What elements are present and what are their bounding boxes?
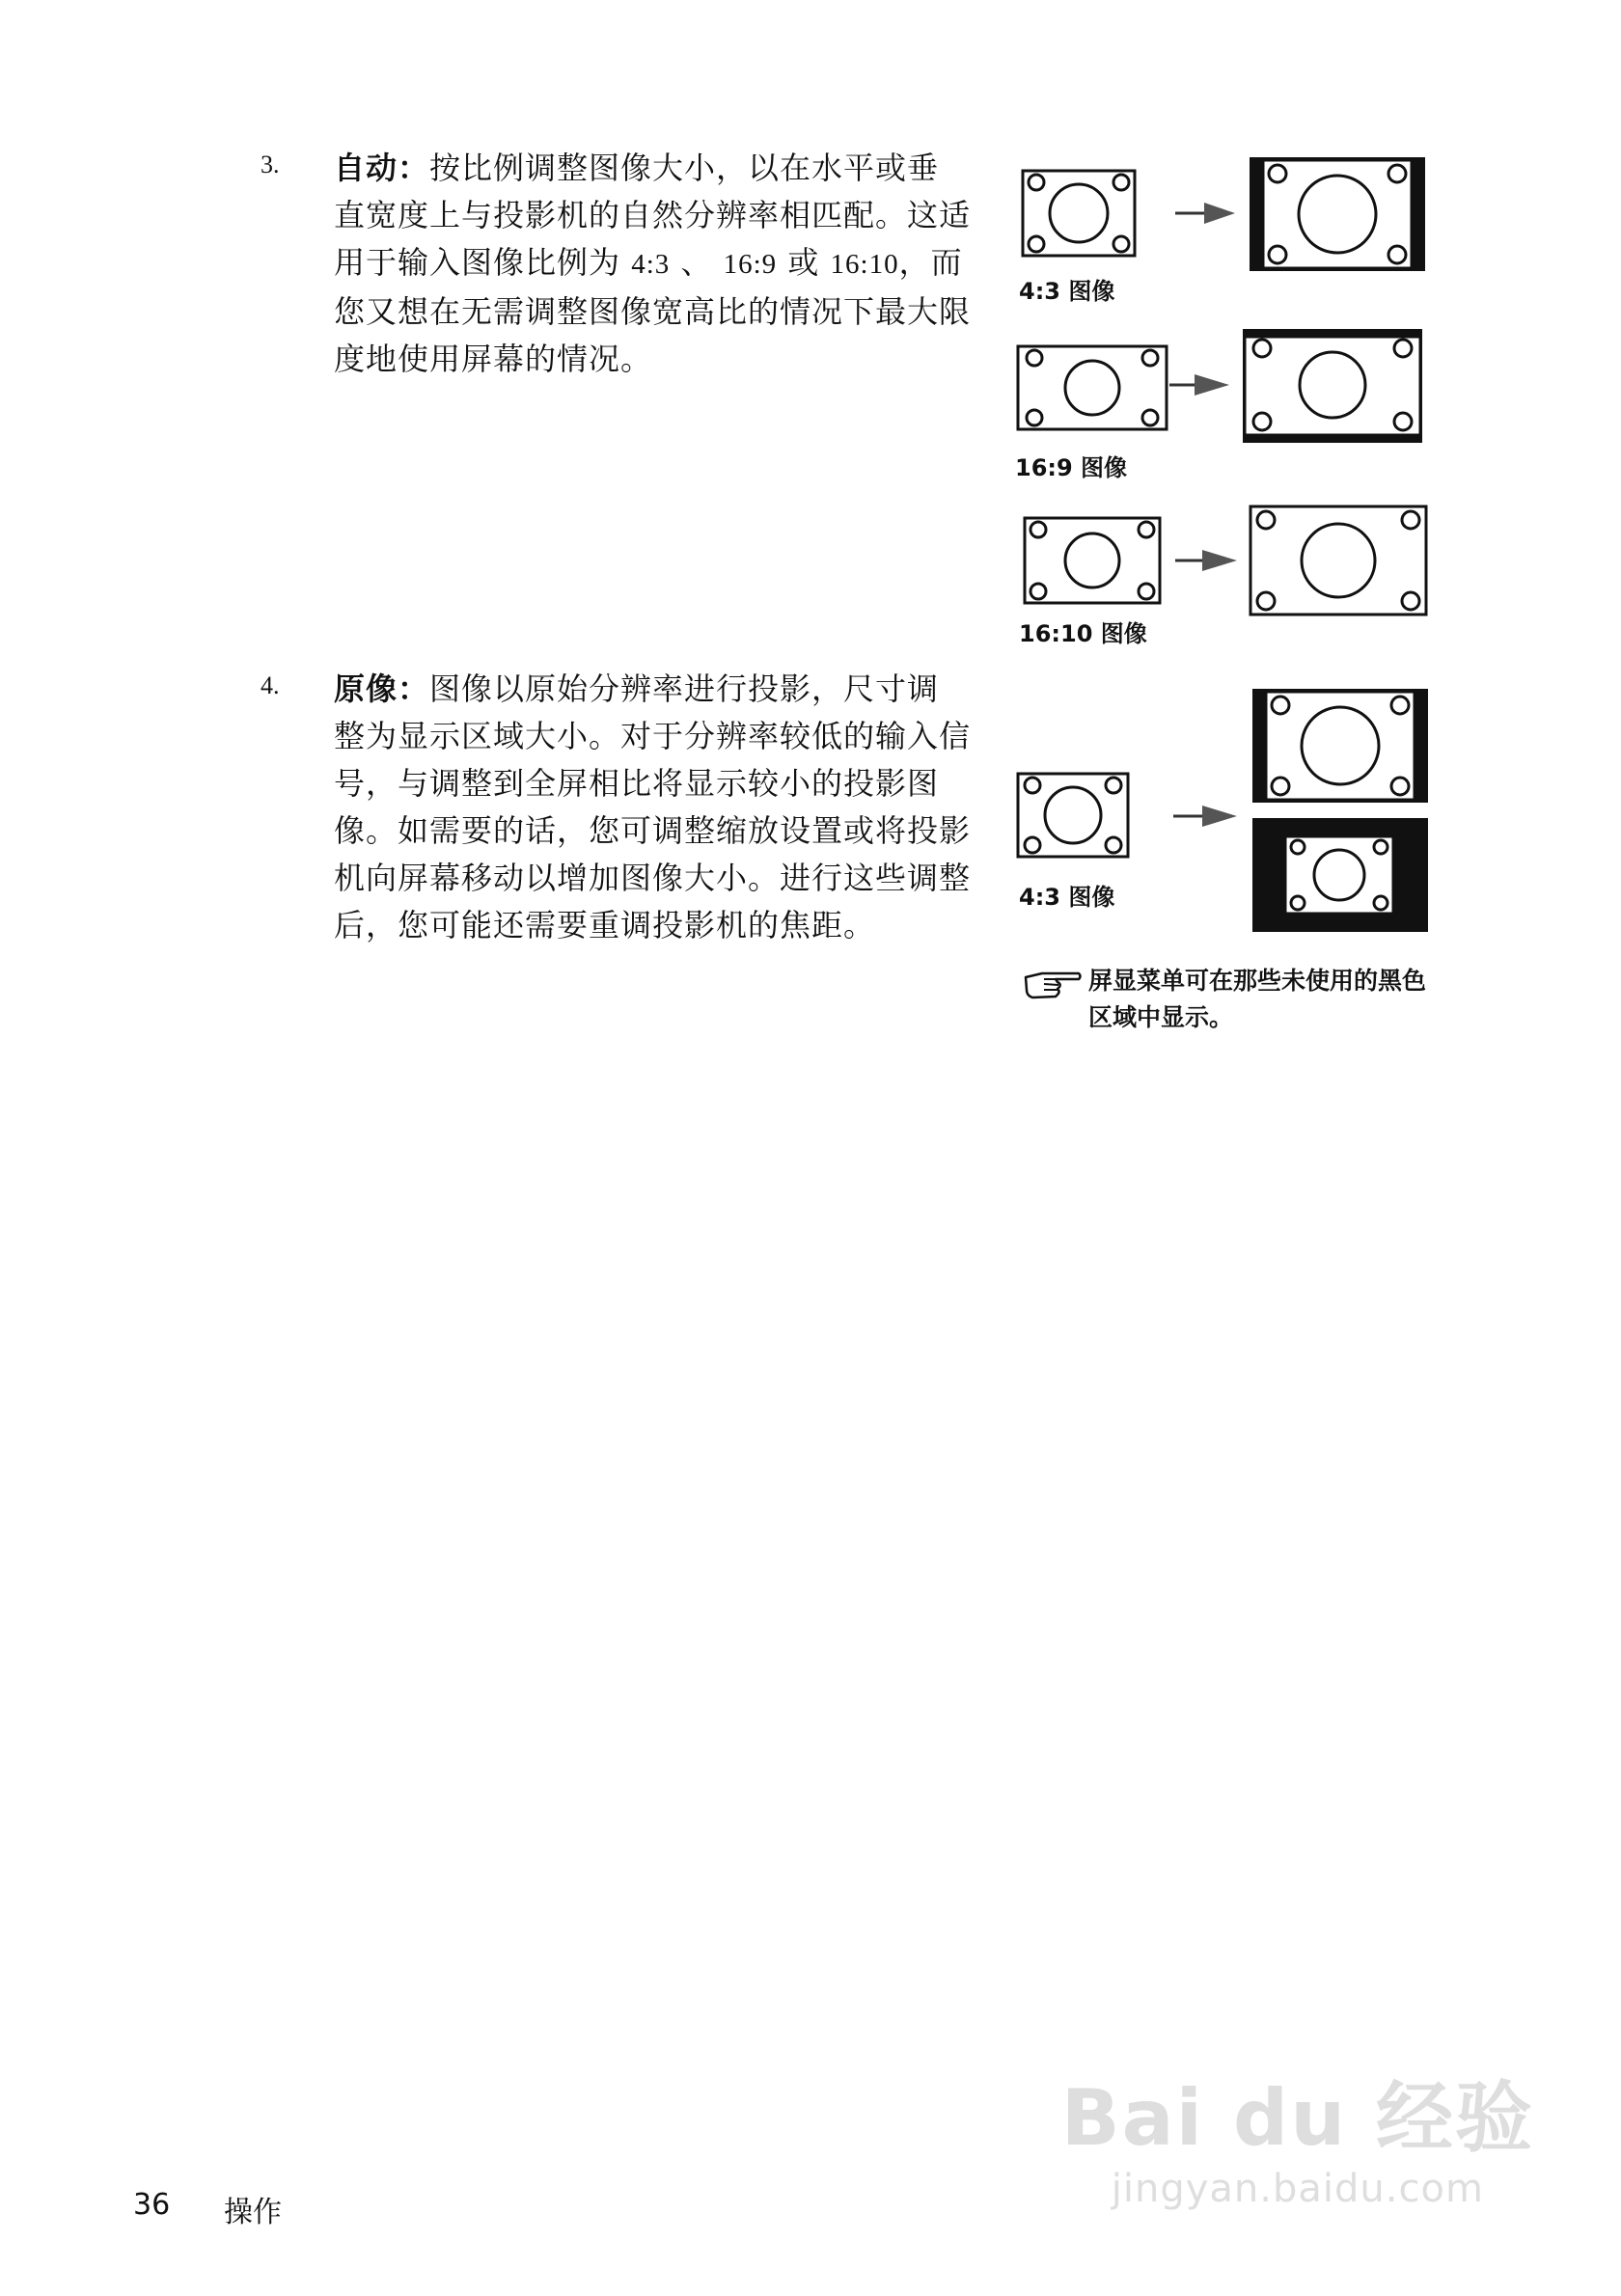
note <box>1023 963 1428 1040</box>
source-screen-1610 <box>1025 518 1160 603</box>
item-term: 自动： <box>334 150 430 186</box>
arrow-icon <box>1175 550 1237 571</box>
auto-43-diagram <box>1013 154 1438 280</box>
caption-real-43: 4:3 图像 <box>1019 884 1115 911</box>
pointing-hand-icon <box>1023 969 1083 1001</box>
watermark-brand: Bai du 经验 <box>1060 2073 1534 2163</box>
section-name: 操作 <box>224 2196 282 2229</box>
item-number: 3. <box>261 150 280 178</box>
source-screen-43 <box>1023 171 1135 256</box>
item-number: 4. <box>261 671 280 699</box>
item-term: 原像： <box>334 670 430 707</box>
output-screen-pillarbox <box>1250 157 1425 271</box>
item-description: 自动：按比例调整图像大小，以在水平或垂直宽度上与投影机的自然分辨率相匹配。这适用于输入图像比例为 4:3 、 16:9 或 16:10，而您又想在无需调整图像宽高比的情况下最大限度地使用屏幕的情况。 <box>334 150 972 377</box>
source-screen-43 <box>1018 774 1128 857</box>
arrow-icon <box>1175 203 1235 224</box>
output-screen-native <box>1252 818 1428 932</box>
caption-auto-1610: 16:10 图像 <box>1019 620 1147 647</box>
arrow-icon <box>1173 806 1237 827</box>
output-screen-letterbox <box>1243 329 1422 443</box>
arrow-icon <box>1169 374 1229 396</box>
caption-auto-43: 4:3 图像 <box>1019 278 1115 305</box>
note-text: 屏显菜单可在那些未使用的黑色区域中显示。 <box>1088 967 1427 1031</box>
watermark-url: jingyan.baidu.com <box>1111 2167 1484 2211</box>
item-description: 原像：图像以原始分辨率进行投影，尺寸调整为显示区域大小。对于分辨率较低的输入信号，与调整到全屏相比将显示较小的投影图像。如需要的话，您可调整缩放设置或将投影机向屏幕移动以增加图像大小。进行这些调整后，您可能还需要重调投影机的焦距。 <box>334 670 972 943</box>
output-screen-pillarbox <box>1252 689 1428 803</box>
watermark <box>1061 2056 1534 2211</box>
output-screen-full <box>1250 506 1426 615</box>
auto-169-diagram <box>1013 323 1438 449</box>
page-number: 36 <box>133 2188 171 2222</box>
auto-1610-diagram <box>1013 497 1438 622</box>
source-screen-169 <box>1018 346 1167 429</box>
caption-auto-169: 16:9 图像 <box>1015 454 1128 481</box>
